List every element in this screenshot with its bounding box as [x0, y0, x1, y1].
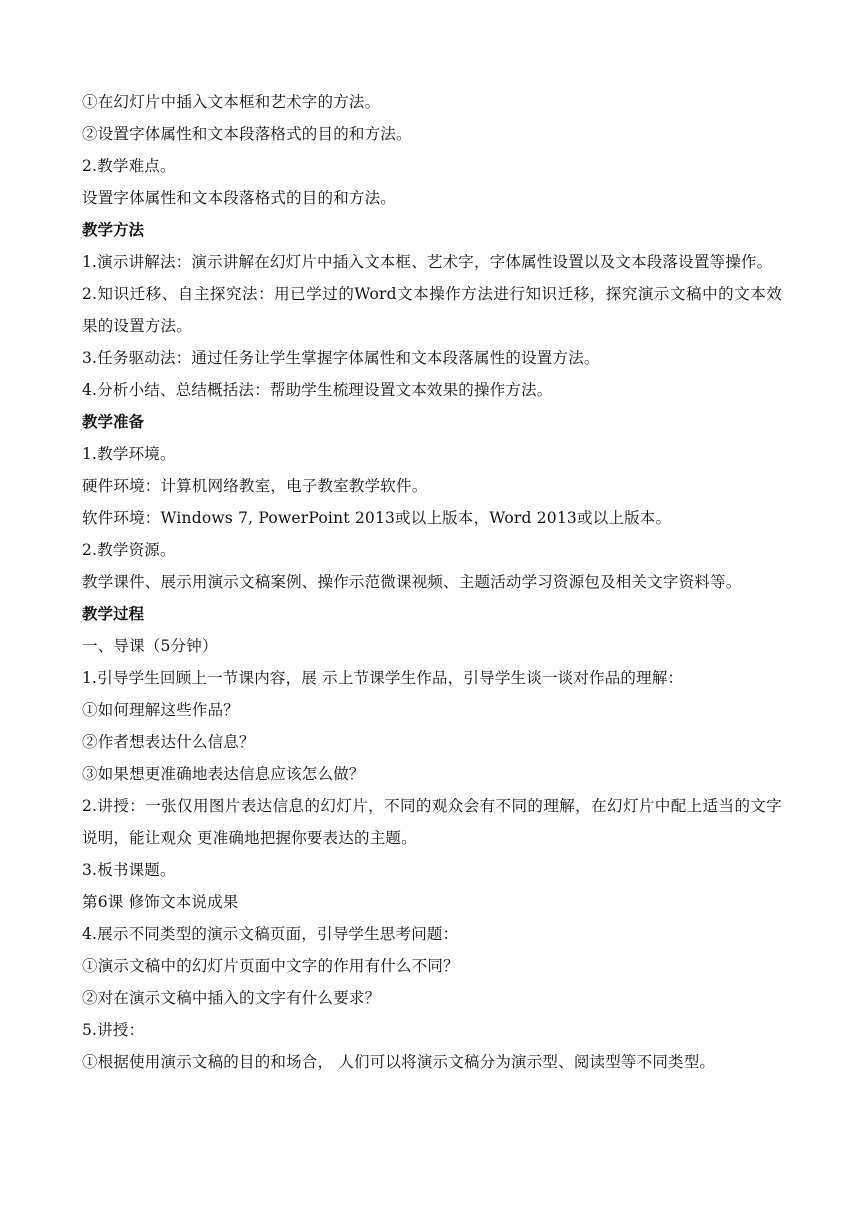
section-heading: 教学方法 — [82, 221, 145, 239]
text-line: 1.演示讲解法：演示讲解在幻灯片中插入文本框、艺术字，字体属性设置以及文本段落设置等操作。 — [82, 253, 773, 271]
text-line: 2.讲授：一张仅用图片表达信息的幻灯片，不同的观众会有不同的理解，在幻灯片中配上适当的文字说明，能让观众 更准确地把握你要表达的主题。 — [82, 797, 782, 847]
text-line: 2.知识迁移、自主探究法：用已学过的Word文本操作方法进行知识迁移，探究演示文稿中的文本效果的设置方法。 — [82, 285, 782, 335]
text-line: ①如何理解这些作品？ — [82, 701, 240, 719]
text-line: 4.展示不同类型的演示文稿页面，引导学生思考问题： — [82, 925, 459, 943]
text-line: ①演示文稿中的幻灯片页面中文字的作用有什么不同？ — [82, 957, 459, 975]
text-line: 5.讲授： — [82, 1021, 145, 1039]
text-line: 3.板书课题。 — [82, 861, 176, 879]
text-line: 2.教学难点。 — [82, 157, 176, 175]
text-line: ①在幻灯片中插入文本框和艺术字的方法。 — [82, 93, 381, 111]
text-line: 3.任务驱动法：通过任务让学生掌握字体属性和文本段落属性的设置方法。 — [82, 349, 600, 367]
text-line: 第6课 修饰文本说成果 — [82, 893, 239, 911]
text-line: 软件环境：Windows 7, PowerPoint 2013或以上版本，Word 2013或以上版本。 — [82, 509, 672, 527]
text-line: 设置字体属性和文本段落格式的目的和方法。 — [82, 189, 397, 207]
text-line: 1.引导学生回顾上一节课内容，展 示上节课学生作品，引导学生谈一谈对作品的理解： — [82, 669, 684, 687]
text-line: 2.教学资源。 — [82, 541, 176, 559]
text-line: 4.分析小结、总结概括法：帮助学生梳理设置文本效果的操作方法。 — [82, 381, 553, 399]
text-line: ②作者想表达什么信息？ — [82, 733, 255, 751]
text-line: 1.教学环境。 — [82, 445, 176, 463]
text-line: ①根据使用演示文稿的目的和场合， 人们可以将演示文稿分为演示型、阅读型等不同类型。 — [82, 1053, 716, 1071]
text-line: ②对在演示文稿中插入的文字有什么要求？ — [82, 989, 381, 1007]
text-line: 硬件环境：计算机网络教室，电子教室教学软件。 — [82, 477, 428, 495]
section-heading: 教学准备 — [82, 413, 145, 431]
text-line: ②设置字体属性和文本段落格式的目的和方法。 — [82, 125, 412, 143]
text-line: 教学课件、展示用演示文稿案例、操作示范微课视频、主题活动学习资源包及相关文字资料等。 — [82, 573, 742, 591]
text-line: 一、导课（5分钟） — [82, 637, 218, 655]
section-heading: 教学过程 — [82, 605, 145, 623]
document-page — [82, 86, 782, 1078]
text-line: ③如果想更准确地表达信息应该怎么做？ — [82, 765, 365, 783]
